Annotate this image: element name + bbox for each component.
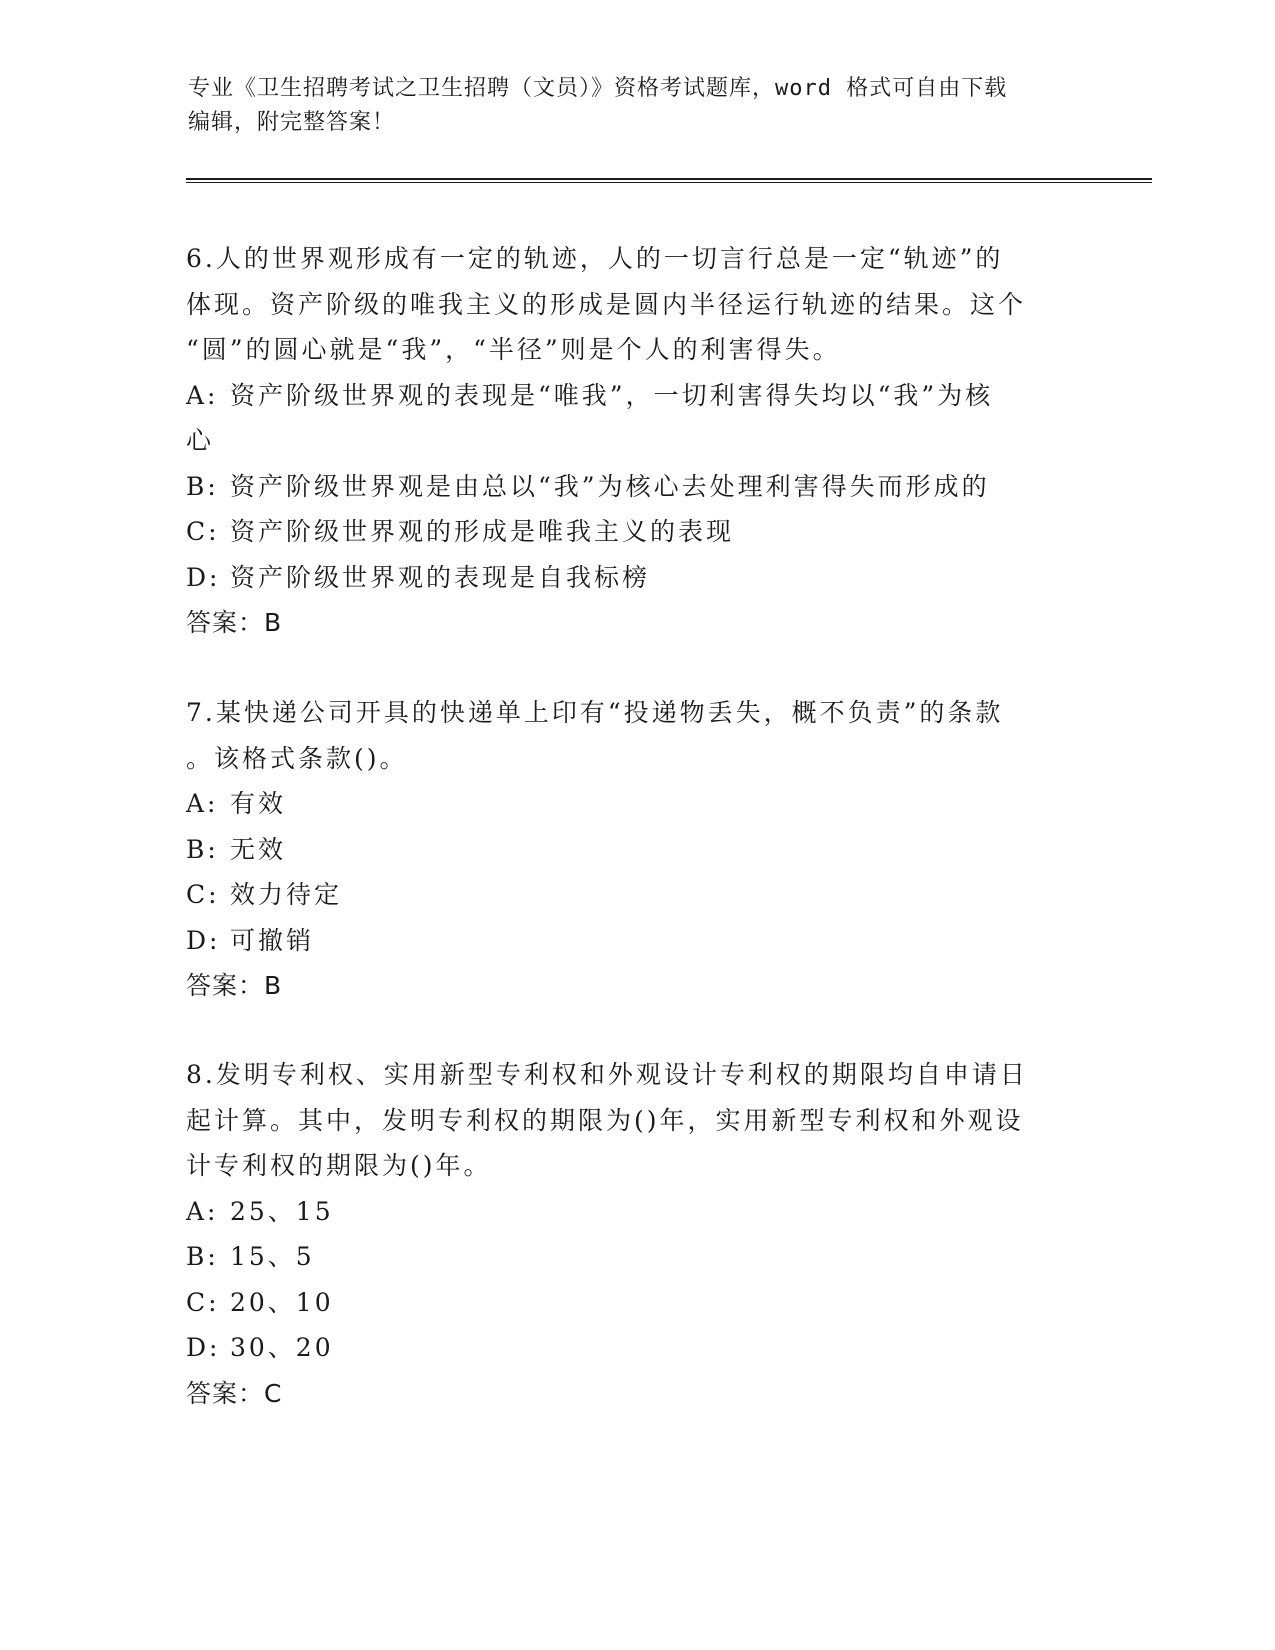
- question-text-line: 计专利权的期限为()年。: [186, 1151, 492, 1180]
- option-letter: D:: [186, 562, 221, 592]
- question-7: [186, 690, 1086, 1009]
- answer-line: 答案：C: [186, 1378, 283, 1408]
- option-letter: B:: [186, 1242, 219, 1271]
- header-divider: [186, 178, 1152, 183]
- question-text-line: 起计算。其中，发明专利权的期限为()年，实用新型专利权和外观设: [186, 1105, 1024, 1135]
- question-text-line: 8.发明专利权、实用新型专利权和外观设计专利权的期限均自申请日: [186, 1060, 1028, 1089]
- option-letter: C:: [186, 517, 220, 546]
- option-c: [186, 509, 1086, 555]
- option-text: 资产阶级世界观的表现是自我标榜: [230, 562, 651, 592]
- option-letter: D:: [186, 1333, 221, 1362]
- question-text-line: 体现。资产阶级的唯我主义的形成是圆内半径运行轨迹的结果。这个: [186, 289, 1027, 319]
- option-text: 20、10: [230, 1287, 334, 1317]
- option-text: 可撤销: [230, 925, 315, 955]
- option-letter: C:: [186, 1287, 220, 1317]
- question-6: [186, 236, 1086, 646]
- option-letter: B:: [186, 471, 219, 501]
- option-d: [186, 1325, 1086, 1371]
- option-letter: C:: [186, 880, 220, 909]
- option-text: 资产阶级世界观的表现是“唯我”，一切利害得失均以“我”为核: [230, 380, 994, 410]
- option-a: [186, 781, 1086, 827]
- option-letter: B:: [186, 834, 219, 864]
- option-c: [186, 872, 1086, 918]
- question-text-line: 7.某快递公司开具的快递单上印有“投递物丢失，概不负责”的条款: [186, 698, 1004, 727]
- option-text: 15、5: [230, 1242, 315, 1271]
- option-b: [186, 827, 1086, 873]
- option-text: 资产阶级世界观是由总以“我”为核心去处理利害得失而形成的: [230, 471, 990, 501]
- question-text-line: “圆”的圆心就是“我”，“半径”则是个人的利害得失。: [186, 335, 841, 364]
- option-a-continued: 心: [186, 426, 215, 455]
- option-d: [186, 918, 1086, 964]
- option-letter: D:: [186, 925, 221, 955]
- answer-line: 答案：B: [186, 971, 283, 1000]
- answer-line: 答案：B: [186, 608, 283, 637]
- option-text: 30、20: [230, 1333, 334, 1362]
- header-line-2: 编辑，附完整答案！: [188, 110, 396, 135]
- option-d: [186, 555, 1086, 601]
- option-c: [186, 1280, 1086, 1326]
- option-text: 无效: [230, 834, 287, 864]
- question-8: [186, 1052, 1086, 1416]
- option-text: 有效: [230, 789, 287, 818]
- option-a: [186, 1189, 1086, 1235]
- option-b: [186, 1234, 1086, 1280]
- option-text: 资产阶级世界观的形成是唯我主义的表现: [230, 517, 735, 546]
- question-text-line: 6.人的世界观形成有一定的轨迹，人的一切言行总是一定“轨迹”的: [186, 244, 1004, 273]
- option-letter: A:: [186, 380, 219, 410]
- option-a: [186, 373, 1086, 419]
- option-text: 效力待定: [230, 880, 343, 909]
- document-header: [188, 72, 1088, 140]
- option-text: 25、15: [230, 1196, 334, 1226]
- header-line-1: 专业《卫生招聘考试之卫生招聘（文员）》资格考试题库，word 格式可自由下载: [188, 76, 1008, 101]
- option-letter: A:: [186, 1196, 219, 1226]
- option-b: [186, 464, 1086, 510]
- question-text-line: 。该格式条款()。: [186, 743, 408, 773]
- option-letter: A:: [186, 789, 219, 818]
